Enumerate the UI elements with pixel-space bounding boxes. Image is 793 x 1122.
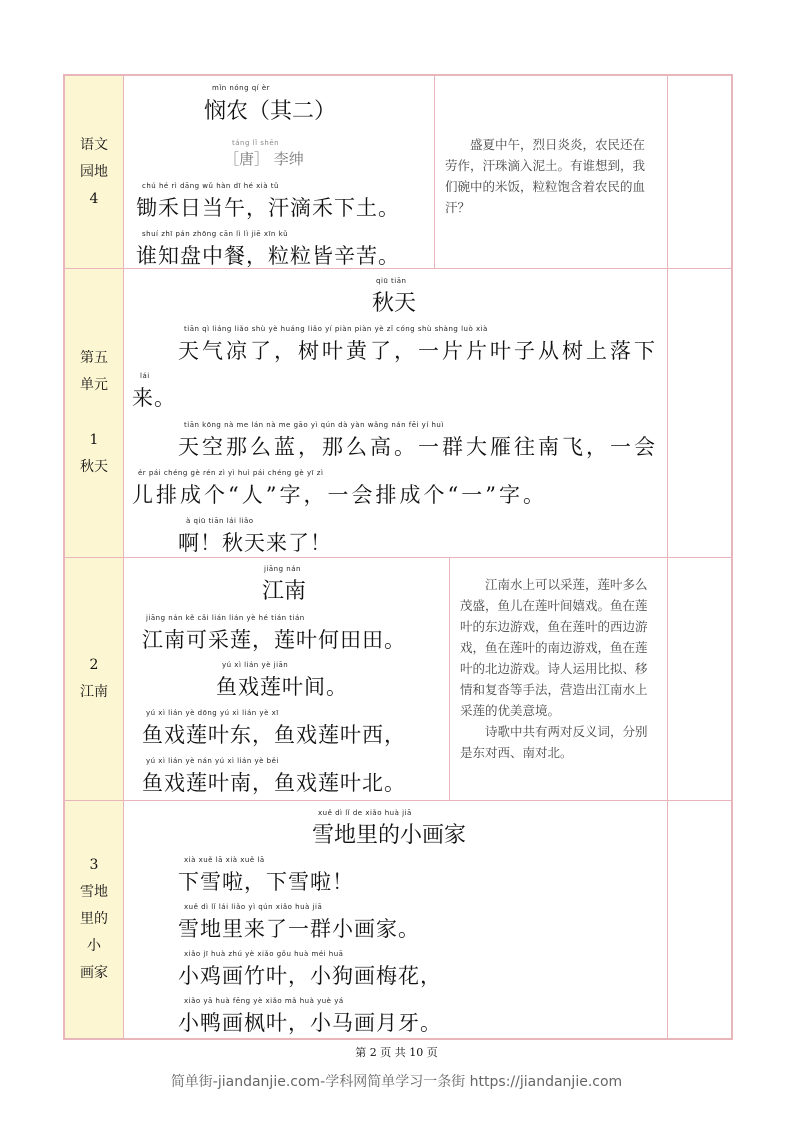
page-number: 第 2 页 共 10 页 (355, 1046, 438, 1059)
line-pinyin: chú hé rì dāng wǔ hàn dī hé xià tǔ (142, 182, 279, 190)
lesson-label: 单元 (80, 377, 108, 393)
table-row (65, 269, 731, 558)
note-paragraph: 盛夏中午，烈日炎炎，农民还在劳作，汗珠滴入泥土。有谁想到，我们碗中的米饭，粒粒饱含着农民的血汗？ (445, 137, 646, 215)
poem-author: ［唐］ 李绅 (224, 150, 304, 168)
blank-cell (667, 558, 731, 800)
blank-cell (667, 76, 731, 268)
poem-line: 儿排成个“人”字，一会排成个“一”字。 (132, 483, 547, 507)
lesson-label: 秋天 (80, 459, 108, 475)
note-paragraph: 诗歌中共有两对反义词，分别是东对西、南对北。 (460, 724, 648, 760)
line-pinyin: shuí zhī pán zhōng cān lì lì jiē xīn kǔ (142, 230, 289, 238)
poem-title: 秋天 (372, 291, 417, 316)
poem-text-cell (124, 558, 449, 800)
lesson-label: 3 (89, 857, 99, 873)
lesson-label: 雪地 (80, 884, 108, 900)
line-pinyin: lái (140, 372, 150, 380)
author-pinyin: táng lǐ shēn (232, 139, 280, 147)
line-pinyin: yú xì lián yè jiān (222, 661, 289, 669)
poem-line: 下雪啦，下雪啦！ (178, 870, 354, 894)
poem-line: 天空那么蓝，那么高。一群大雁往南飞，一会 (178, 435, 658, 459)
poem-line: 小鸭画枫叶，小马画月牙。 (178, 1011, 442, 1035)
poem-line: 江南可采莲，莲叶何田田。 (142, 628, 406, 652)
poem-line: 雪地里来了一群小画家。 (178, 917, 420, 941)
lesson-label: 里的 (80, 911, 108, 927)
poem-line: 鱼戏莲叶间。 (216, 675, 348, 699)
line-pinyin: ér pái chéng gè rén zì yì huì pái chéng gè yī zì (138, 469, 324, 477)
poem-text-cell (124, 269, 668, 557)
lesson-label: 1 (89, 432, 99, 448)
title-pinyin: xuě dì lǐ de xiǎo huà jiā (318, 809, 412, 817)
line-pinyin: xiǎo jī huà zhú yè xiǎo gǒu huà méi huā (184, 950, 344, 958)
title-pinyin: jiāng nán (264, 565, 301, 573)
lesson-label-cell (65, 76, 124, 268)
lesson-label-cell (65, 558, 124, 800)
lesson-label: 2 (89, 657, 99, 673)
line-pinyin: xiǎo yā huà fēng yè xiǎo mǎ huà yuè yá (184, 997, 344, 1005)
note-cell (449, 558, 667, 800)
poem-line: 鱼戏莲叶东，鱼戏莲叶西， (142, 723, 406, 747)
line-pinyin: à qiū tiān lái liǎo (186, 517, 254, 525)
lesson-label: 江南 (80, 684, 108, 700)
line-pinyin: jiāng nán kě cǎi lián lián yè hé tián tián (146, 614, 305, 622)
lesson-label: 第五 (80, 350, 108, 366)
lesson-label: 语文 (80, 136, 108, 153)
note-text (450, 574, 667, 763)
lesson-label: 小 (87, 938, 101, 954)
blank-cell (667, 801, 731, 1038)
poem-line: 来。 (132, 386, 176, 410)
watermark-text: 简单街-jiandanjie.com-学科网简单学习一条街 https://jiandanjie.com (170, 1074, 623, 1090)
poem-line: 锄禾日当午，汗滴禾下土。 (136, 196, 400, 220)
blank-cell (667, 269, 731, 557)
line-pinyin: yú xì lián yè nán yú xì lián yè běi (146, 757, 279, 765)
lesson-label: 画家 (80, 965, 108, 981)
table-row (65, 801, 731, 1038)
note-text (435, 134, 667, 218)
line-pinyin: xuě dì lǐ lái liǎo yì qún xiǎo huà jiā (184, 903, 323, 911)
poem-title: 雪地里的小画家 (312, 823, 467, 848)
note-paragraph: 江南水上可以采莲，莲叶多么茂盛，鱼儿在莲叶间嬉戏。鱼在莲叶的东边游戏，鱼在莲叶的西边游戏，鱼在莲叶的南边游戏，鱼在莲叶的北边游戏。诗人运用比拟、移情和复沓等手法，营造出江南水上采莲的优美意境。 (460, 577, 648, 718)
line-pinyin: tiān qì liáng liǎo shù yè huáng liǎo yí piàn piàn yè zǐ cóng shù shàng luò xià (184, 325, 488, 333)
poem-text-cell (124, 801, 668, 1038)
note-cell (434, 76, 667, 268)
poem-line: 小鸡画竹叶，小狗画梅花， (178, 964, 442, 988)
poem-text-cell (124, 76, 434, 268)
title-pinyin: qiū tiān (376, 277, 407, 285)
poem-title: 江南 (262, 579, 307, 604)
line-pinyin: tiān kōng nà me lán nà me gāo yì qún dà yàn wǎng nán fēi yí huì (184, 421, 444, 429)
line-pinyin: yú xì lián yè dōng yú xì lián yè xī (146, 709, 279, 717)
lesson-label: 园地 (80, 163, 108, 180)
poem-table (63, 74, 733, 1040)
poem-line: 啊！秋天来了！ (178, 531, 332, 555)
table-row (65, 558, 731, 801)
poem-line: 鱼戏莲叶南，鱼戏莲叶北。 (142, 771, 406, 795)
table-row (65, 76, 731, 269)
line-pinyin: xià xuě lā xià xuě lā (184, 856, 265, 864)
poem-title: 悯农（其二） (204, 99, 337, 124)
title-pinyin: mǐn nóng qí èr (212, 84, 271, 92)
poem-line: 谁知盘中餐，粒粒皆辛苦。 (136, 244, 400, 268)
lesson-label-cell (65, 801, 124, 1038)
poem-line: 天气凉了，树叶黄了，一片片叶子从树上落下 (178, 339, 658, 363)
lesson-label: 4 (89, 190, 99, 207)
lesson-label-cell (65, 269, 124, 557)
